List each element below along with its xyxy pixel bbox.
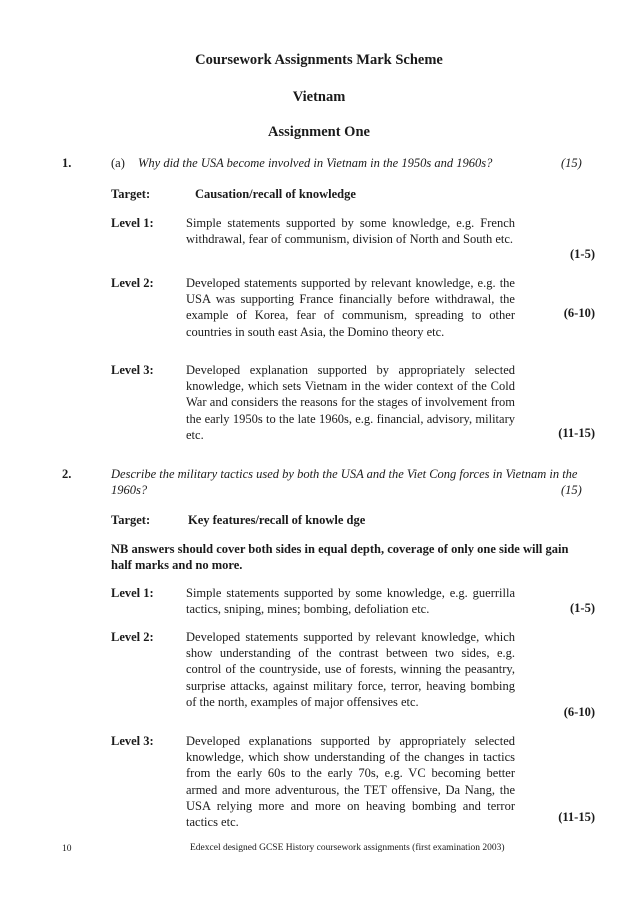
q2-level1-text: Simple statements supported by some knowledge, e.g. guerrilla tactics, sniping, mines; bombing, defoliation etc. [186, 586, 515, 617]
q1-question: Why did the USA become involved in Vietnam in the 1950s and 1960s? [138, 156, 493, 170]
q2-question-line1: Describe the military tactics used by both the USA and the Viet Cong forces in Vietnam in the [111, 467, 578, 481]
q1-level1-text: Simple statements supported by some knowledge, e.g. French withdrawal, fear of communism, division of North and South etc. [186, 216, 515, 247]
q1-level3-text: Developed explanation supported by appropriately selected knowledge, which sets Vietnam in the wider context of the Cold War and considers the reasons for the stages of involvement from the early 1950s to the late 1960s, e.g. financial, advisory, military etc. [186, 363, 515, 442]
footer-text: Edexcel designed GCSE History coursework assignments (first examination 2003) [190, 843, 505, 853]
q2-level1-label: Level 1: [111, 586, 154, 600]
q1-marks: (15) [561, 156, 582, 170]
q2-target-label: Target: [111, 513, 151, 527]
q1-number: 1. [62, 156, 72, 170]
document-title: Coursework Assignments Mark Scheme [195, 52, 443, 68]
q1-level3-label: Level 3: [111, 363, 154, 377]
footer-page-number: 10 [62, 844, 72, 854]
assignment-heading: Assignment One [268, 124, 370, 140]
q1-target-label: Target: [111, 187, 151, 201]
q2-level1-range: (1-5) [570, 601, 595, 615]
q2-nb-line1: NB answers should cover both sides in equal depth, coverage of only one side will gain [111, 542, 569, 556]
q2-target-value: Key features/recall of knowle dge [188, 513, 366, 527]
q1-level2-range: (6-10) [563, 306, 595, 320]
document-subject: Vietnam [292, 89, 346, 105]
q2-number: 2. [62, 467, 72, 481]
q1-level2-label: Level 2: [111, 276, 154, 290]
q2-level2-text: Developed statements supported by relevant knowledge, which show understanding of the contrast between two sides, e.g. control of the countryside, use of forests, winning the peasantry, surprise attacks, against military force, terror, heaving bombing of the north, examples of major offensives etc. [186, 630, 515, 709]
q2-level3-range: (11-15) [558, 810, 595, 824]
q1-part: (a) [111, 156, 125, 170]
q1-level3-range: (11-15) [558, 426, 595, 440]
q1-level1-label: Level 1: [111, 216, 154, 230]
q2-level2-label: Level 2: [111, 630, 154, 644]
q2-level3-text: Developed explanations supported by appropriately selected knowledge, which show understanding of the changes in tactics from the early 60s to the early 70s, e.g. VC becoming better armed and more adventurous, the TET offensive, Da Nang, the USA relying more and more on heaving bombing and terror tactics etc. [186, 734, 515, 830]
q2-marks: (15) [561, 483, 582, 497]
q1-target-value: Causation/recall of knowledge [195, 187, 356, 201]
q2-question-line2: 1960s? [111, 483, 148, 497]
q1-level2-text: Developed statements supported by relevant knowledge, e.g. the USA was supporting France financially before withdrawal, the example of Korea, fear of communism, spreading to other countries in south east Asia, the Domino theory etc. [186, 276, 515, 339]
q2-level2-range: (6-10) [563, 705, 595, 719]
q2-nb-line2: half marks and no more. [111, 558, 243, 572]
q2-level3-label: Level 3: [111, 734, 154, 748]
q1-level1-range: (1-5) [570, 247, 595, 261]
